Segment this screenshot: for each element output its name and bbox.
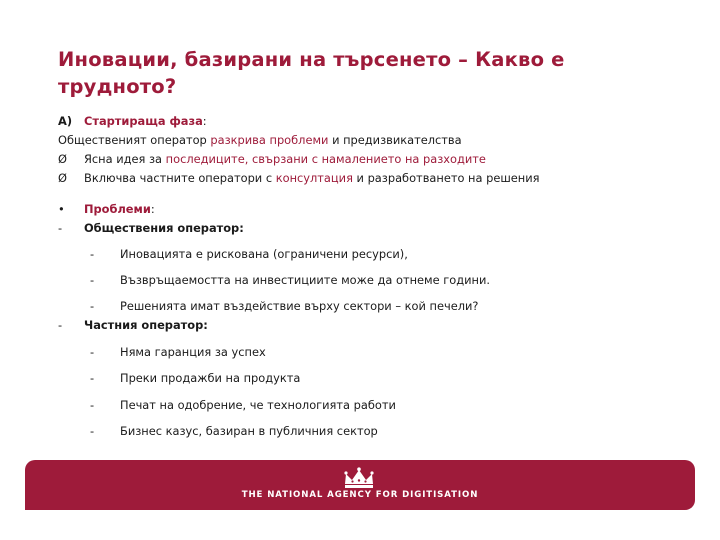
problems-label: Проблеми	[84, 202, 151, 216]
public-operator-heading	[58, 219, 698, 238]
arrow-item-highlight: последиците, свързани с намалението на разходите	[165, 152, 486, 166]
list-item-text: Иновацията е рискована (ограничени ресурси),	[120, 247, 408, 261]
footer-banner	[25, 460, 695, 510]
phase-marker: A)	[58, 114, 73, 128]
private-operator-heading	[58, 316, 698, 335]
list-item	[58, 369, 698, 388]
phase-colon: :	[202, 114, 207, 128]
phase-label: Стартираща фаза	[84, 114, 203, 128]
slide-body	[58, 112, 698, 441]
dash-marker: -	[90, 344, 95, 359]
private-operator-label: Частния оператор:	[84, 318, 208, 332]
list-item	[58, 245, 698, 264]
dash-marker: -	[90, 424, 95, 438]
phase-text	[84, 112, 207, 131]
arrow-item	[58, 169, 698, 188]
dash-marker: -	[90, 371, 95, 385]
arrow-item-text	[84, 169, 539, 188]
intro-highlight: разкрива проблеми	[210, 133, 329, 147]
arrow-item-part: Ясна идея за	[84, 152, 166, 166]
public-operator-label: Обществения оператор:	[84, 221, 244, 235]
problems-colon: :	[150, 202, 155, 216]
dash-marker: -	[58, 318, 63, 332]
intro-line	[58, 131, 698, 150]
crown-icon	[337, 466, 381, 490]
list-item	[58, 396, 698, 415]
list-item	[58, 422, 698, 441]
dash-marker: -	[90, 299, 95, 313]
problems-heading	[58, 200, 698, 219]
intro-text-2: и предизвикателства	[328, 133, 462, 147]
slide-title: Иновации, базирани на търсенето – Какво е трудното?	[58, 48, 565, 98]
arrow-item-text	[84, 150, 486, 169]
intro-text-1: Общественият оператор	[58, 133, 211, 147]
dash-marker: -	[58, 221, 63, 235]
list-item	[58, 297, 698, 316]
list-item-text: Преки продажби на продукта	[120, 371, 301, 385]
list-item	[58, 343, 698, 362]
list-item-text: Бизнес казус, базиран в публичния сектор	[120, 424, 378, 438]
arrow-item-highlight: консултация	[275, 171, 353, 185]
list-item-text: Няма гаранция за успех	[120, 344, 266, 359]
list-item-text: Възвръщаемостта на инвестициите може да отнеме години.	[120, 273, 490, 287]
problems-text	[84, 200, 155, 219]
dash-marker: -	[90, 247, 95, 261]
dash-marker: -	[90, 397, 95, 412]
arrow-item-part: Включва частните оператори с	[84, 171, 276, 185]
list-item	[58, 271, 698, 290]
agency-name: THE NATIONAL AGENCY FOR DIGITISATION	[241, 490, 479, 500]
arrow-bullet-icon: Ø	[58, 171, 67, 185]
phase-heading	[58, 112, 698, 131]
list-item-text: Решенията имат въздействие върху сектори – кой печели?	[120, 299, 479, 313]
arrow-bullet-icon: Ø	[58, 152, 67, 166]
arrow-item-part: и разработването на решения	[352, 171, 540, 185]
dash-marker: -	[90, 273, 95, 287]
bullet-icon: •	[58, 202, 65, 216]
arrow-item	[58, 150, 698, 169]
list-item-text: Печат на одобрение, че технологията работи	[120, 397, 396, 412]
